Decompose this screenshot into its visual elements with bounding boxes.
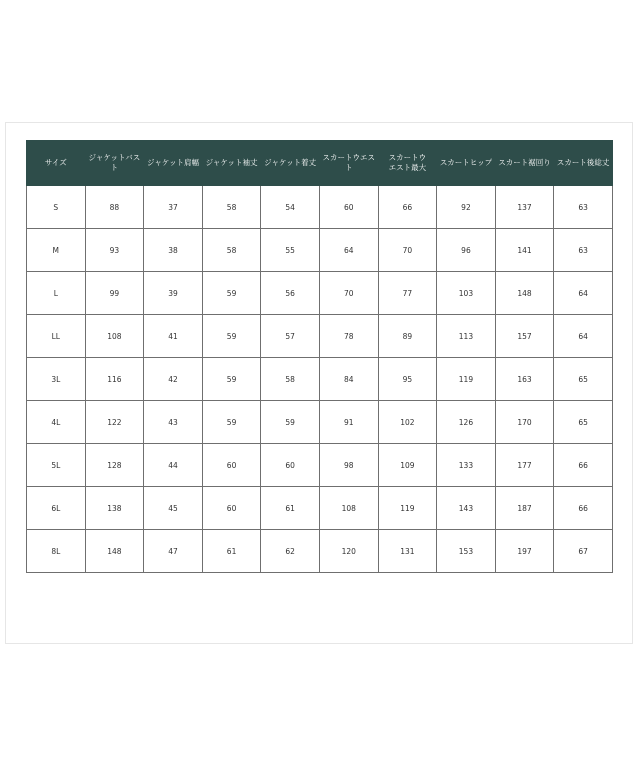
table-row: [27, 530, 613, 573]
table-cell: 102: [378, 401, 437, 444]
header-jacket-shoulder: ジャケット肩幅: [144, 141, 203, 186]
table-cell: 64: [554, 272, 613, 315]
table-cell: 41: [144, 315, 203, 358]
size-label-cell: 5L: [27, 444, 86, 487]
table-cell: 59: [202, 401, 261, 444]
table-cell: 77: [378, 272, 437, 315]
table-cell: 93: [85, 229, 144, 272]
table-row: [27, 487, 613, 530]
size-label-cell: 3L: [27, 358, 86, 401]
table-cell: 45: [144, 487, 203, 530]
table-cell: 197: [495, 530, 554, 573]
table-cell: 63: [554, 229, 613, 272]
table-cell: 38: [144, 229, 203, 272]
table-cell: 143: [437, 487, 496, 530]
header-jacket-sleeve: ジャケット袖丈: [202, 141, 261, 186]
table-cell: 122: [85, 401, 144, 444]
header-skirt-hip: スカートヒップ: [437, 141, 496, 186]
size-label-cell: LL: [27, 315, 86, 358]
table-cell: 58: [202, 186, 261, 229]
table-cell: 187: [495, 487, 554, 530]
table-cell: 54: [261, 186, 320, 229]
table-row: [27, 229, 613, 272]
table-cell: 126: [437, 401, 496, 444]
table-cell: 177: [495, 444, 554, 487]
table-cell: 65: [554, 401, 613, 444]
table-row: [27, 272, 613, 315]
header-jacket-bust: ジャケットバスト: [85, 141, 144, 186]
table-cell: 61: [202, 530, 261, 573]
size-label-cell: S: [27, 186, 86, 229]
table-cell: 108: [85, 315, 144, 358]
header-skirt-waist-max: スカートウ エスト最大: [378, 141, 437, 186]
table-row: [27, 444, 613, 487]
table-cell: 78: [319, 315, 378, 358]
table-cell: 60: [202, 487, 261, 530]
table-cell: 59: [202, 358, 261, 401]
table-cell: 148: [495, 272, 554, 315]
table-row: [27, 315, 613, 358]
table-cell: 55: [261, 229, 320, 272]
table-cell: 91: [319, 401, 378, 444]
table-cell: 131: [378, 530, 437, 573]
table-cell: 59: [202, 272, 261, 315]
table-cell: 60: [261, 444, 320, 487]
table-cell: 70: [378, 229, 437, 272]
table-cell: 116: [85, 358, 144, 401]
table-cell: 56: [261, 272, 320, 315]
table-cell: 84: [319, 358, 378, 401]
table-cell: 96: [437, 229, 496, 272]
table-cell: 170: [495, 401, 554, 444]
table-cell: 59: [261, 401, 320, 444]
table-row: [27, 358, 613, 401]
table-cell: 58: [261, 358, 320, 401]
table-cell: 103: [437, 272, 496, 315]
table-cell: 59: [202, 315, 261, 358]
table-cell: 42: [144, 358, 203, 401]
table-cell: 67: [554, 530, 613, 573]
header-skirt-hem: スカート裾回り: [495, 141, 554, 186]
table-cell: 61: [261, 487, 320, 530]
table-cell: 65: [554, 358, 613, 401]
table-cell: 39: [144, 272, 203, 315]
table-cell: 60: [319, 186, 378, 229]
table-cell: 57: [261, 315, 320, 358]
table-cell: 108: [319, 487, 378, 530]
table-cell: 120: [319, 530, 378, 573]
table-cell: 95: [378, 358, 437, 401]
header-skirt-back-length: スカート後総丈: [554, 141, 613, 186]
size-chart-table: [26, 140, 613, 573]
table-cell: 109: [378, 444, 437, 487]
table-cell: 157: [495, 315, 554, 358]
table-cell: 163: [495, 358, 554, 401]
table-cell: 141: [495, 229, 554, 272]
table-cell: 43: [144, 401, 203, 444]
table-cell: 153: [437, 530, 496, 573]
table-cell: 99: [85, 272, 144, 315]
table-cell: 66: [378, 186, 437, 229]
header-skirt-waist: スカートウエスト: [319, 141, 378, 186]
table-cell: 119: [437, 358, 496, 401]
table-cell: 66: [554, 487, 613, 530]
table-header-row: [27, 141, 613, 186]
table-cell: 62: [261, 530, 320, 573]
table-cell: 44: [144, 444, 203, 487]
table-cell: 37: [144, 186, 203, 229]
table-cell: 138: [85, 487, 144, 530]
size-label-cell: L: [27, 272, 86, 315]
table-cell: 128: [85, 444, 144, 487]
size-label-cell: 8L: [27, 530, 86, 573]
table-row: [27, 401, 613, 444]
table-cell: 119: [378, 487, 437, 530]
size-label-cell: 4L: [27, 401, 86, 444]
table-cell: 89: [378, 315, 437, 358]
header-jacket-length: ジャケット着丈: [261, 141, 320, 186]
table-cell: 92: [437, 186, 496, 229]
table-row: [27, 186, 613, 229]
table-cell: 148: [85, 530, 144, 573]
table-cell: 60: [202, 444, 261, 487]
table-cell: 70: [319, 272, 378, 315]
header-size: サイズ: [27, 141, 86, 186]
table-cell: 98: [319, 444, 378, 487]
table-cell: 133: [437, 444, 496, 487]
table-cell: 66: [554, 444, 613, 487]
table-cell: 88: [85, 186, 144, 229]
table-cell: 64: [319, 229, 378, 272]
table-cell: 63: [554, 186, 613, 229]
size-label-cell: M: [27, 229, 86, 272]
table-cell: 64: [554, 315, 613, 358]
table-cell: 47: [144, 530, 203, 573]
table-cell: 113: [437, 315, 496, 358]
table-cell: 58: [202, 229, 261, 272]
size-label-cell: 6L: [27, 487, 86, 530]
table-cell: 137: [495, 186, 554, 229]
